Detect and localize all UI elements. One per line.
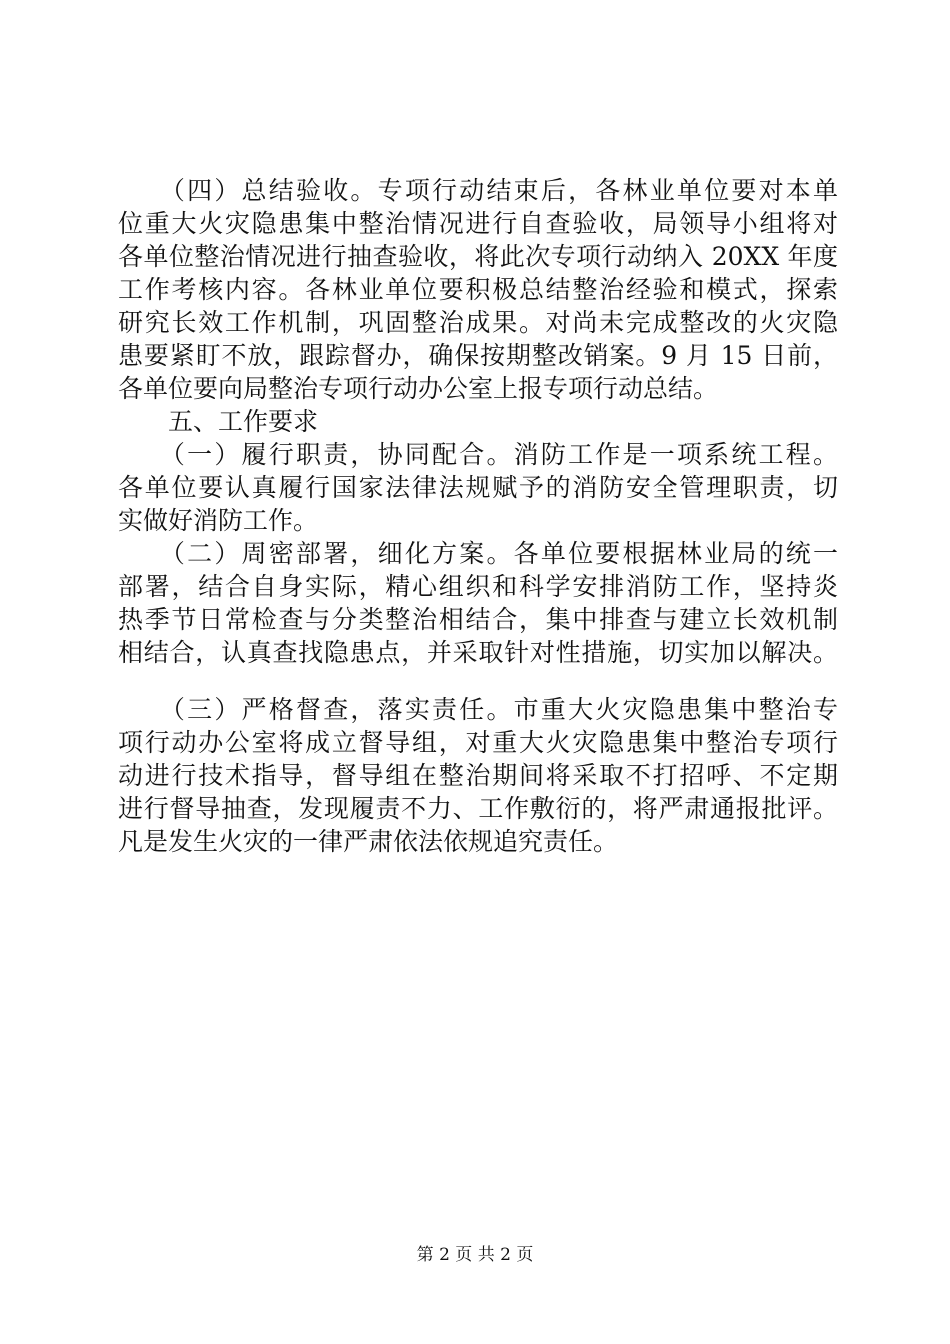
text-line: 凡是发生火灾的一律严肃依法依规追究责任。	[118, 827, 619, 856]
text-line: 实做好消防工作。	[118, 506, 319, 535]
text-line: 患要紧盯不放，跟踪督办，确保按期整改销案。9 月 15 日前，	[118, 341, 838, 370]
paragraph-spacer	[118, 669, 838, 693]
paragraph-strict-supervision	[118, 693, 838, 858]
text-line: 各单位要认真履行国家法律法规赋予的消防安全管理职责，切	[118, 473, 838, 502]
document-body	[118, 174, 838, 858]
text-line: 项行动办公室将成立督导组，对重大火灾隐患集中整治专项行	[118, 728, 838, 757]
section-heading: 五、工作要求	[118, 407, 319, 436]
text-line: 工作考核内容。各林业单位要积极总结整治经验和模式，探索	[118, 275, 838, 304]
text-line: （三）严格督查，落实责任。市重大火灾隐患集中整治专	[118, 695, 838, 724]
text-line: 热季节日常检查与分类整治相结合，集中排查与建立长效机制	[118, 605, 838, 634]
paragraph-summary-acceptance	[118, 174, 838, 405]
text-line: 部署，结合自身实际，精心组织和科学安排消防工作，坚持炎	[118, 572, 838, 601]
text-line: 各单位整治情况进行抽查验收，将此次专项行动纳入 20XX 年度	[118, 242, 838, 271]
text-line: 动进行技术指导，督导组在整治期间将采取不打招呼、不定期	[118, 761, 838, 790]
text-line: （二）周密部署，细化方案。各单位要根据林业局的统一	[118, 539, 838, 568]
text-line: 相结合，认真查找隐患点，并采取针对性措施，切实加以解决。	[118, 638, 838, 667]
section-heading-work-requirements	[118, 405, 838, 438]
paragraph-careful-deployment	[118, 537, 838, 669]
text-line: （四）总结验收。专项行动结束后，各林业单位要对本单	[118, 176, 838, 205]
text-line: 位重大火灾隐患集中整治情况进行自查验收，局领导小组将对	[118, 209, 838, 238]
text-line: 进行督导抽查，发现履责不力、工作敷衍的，将严肃通报批评。	[118, 794, 838, 823]
page-footer: 第 2 页 共 2 页	[416, 1245, 534, 1265]
paragraph-fulfill-duties	[118, 438, 838, 537]
text-line: 各单位要向局整治专项行动办公室上报专项行动总结。	[118, 374, 719, 403]
text-line: 研究长效工作机制，巩固整治成果。对尚未完成整改的火灾隐	[118, 308, 838, 337]
text-line: （一）履行职责，协同配合。消防工作是一项系统工程。	[118, 440, 838, 469]
